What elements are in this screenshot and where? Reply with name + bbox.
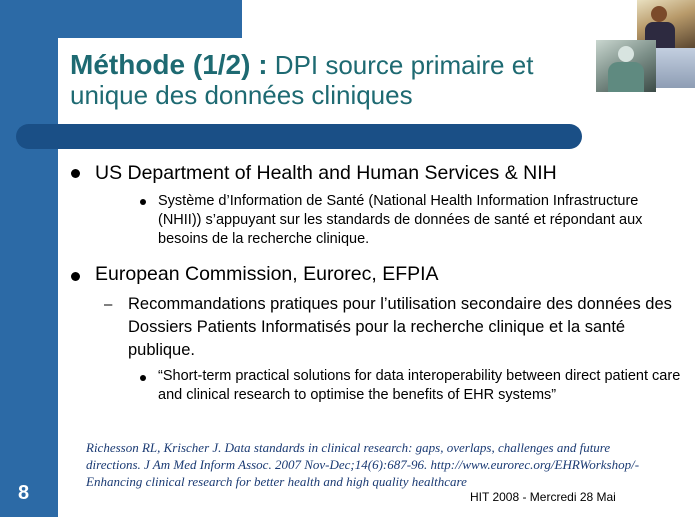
footer-text: HIT 2008 - Mercredi 28 Mai [470, 490, 616, 504]
bullet-nhii: Système d’Information de Santé (National Health Information Infrastructure (NHII)) s’appuyant sur les standards de données de santé et répondant aux besoins de la recherche clinique. [158, 193, 643, 247]
slide-title [70, 50, 590, 110]
reference-citation: Richesson RL, Krischer J. Data standards in clinical research: gaps, overlaps, challenges and future directions. J Am Med Inform Assoc. 2007 Nov-Dec;14(6):687-96. http://www.eurorec.org/EHRWorkshop/-Enhancing clinical research for better health and high quality healthcare [86, 440, 640, 489]
top-blue-band [0, 0, 242, 38]
slide-title-rest: DPI source primaire et unique des données cliniques [70, 50, 534, 110]
bullet-dot [71, 272, 80, 281]
sub-bullet-dot [140, 375, 146, 381]
photo-surgeon [596, 40, 656, 92]
dash-marker: – [104, 296, 113, 313]
sub-bullet-dot [140, 199, 146, 205]
bullet-recommandations: Recommandations pratiques pour l’utilisation secondaire des données des Dossiers Patients Informatisés pour la recherche clinique et la santé publique. [128, 295, 672, 359]
photo-clinic [656, 48, 695, 88]
bullet-short-term: “Short-term practical solutions for data interoperability between direct patient care and clinical research to optimise the benefits of EHR systems” [158, 368, 681, 403]
bullet-european-commission: European Commission, Eurorec, EFPIA [95, 263, 439, 285]
slide-title-bold: Méthode (1/2) : [70, 49, 268, 80]
bullet-us-department: US Department of Health and Human Services & NIH [95, 162, 557, 184]
bullet-dot [71, 169, 80, 178]
title-divider-bar [16, 124, 582, 149]
page-number: 8 [18, 482, 30, 504]
left-blue-band [0, 0, 58, 517]
